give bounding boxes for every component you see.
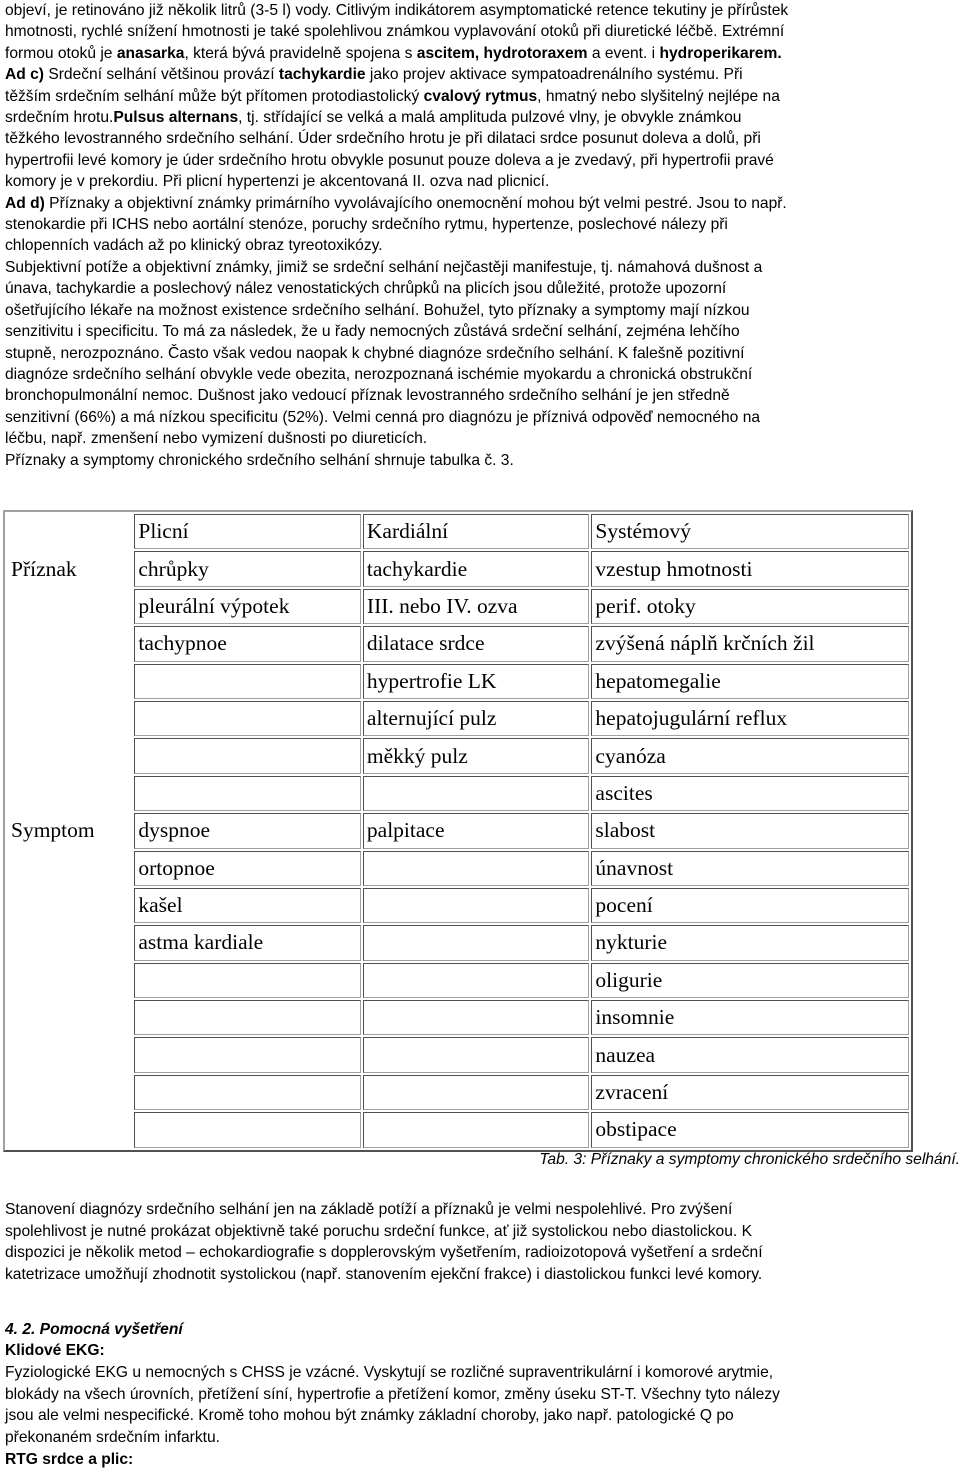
table-cell	[7, 514, 132, 549]
table-cell	[363, 1075, 590, 1110]
intro-line	[5, 171, 955, 192]
intro-line	[5, 364, 955, 385]
text-run: komory je v prekordiu. Při plicní hypertenzi je akcentovaná II. ozva nad plicnicí.	[5, 173, 550, 191]
text-run: stenokardie při ICHS nebo aortální stenóze, poruchy srdečního rytmu, hypertenze, poslechové nálezy při	[5, 216, 728, 234]
table-cell: oligurie	[591, 963, 909, 998]
table-cell: vzestup hmotnosti	[591, 551, 909, 586]
text-run: stupně, nerozpoznáno. Často však vedou naopak k chybné diagnóze srdečního selhání. K falešně pozitivní	[5, 344, 745, 362]
intro-line	[5, 300, 955, 321]
table-cell: obstipace	[591, 1112, 909, 1147]
intro-line	[5, 321, 955, 342]
text-run: léčbu, např. zmenšení nebo vymizení dušnosti po diureticích.	[5, 430, 428, 448]
text-run: objeví, je retinováno již několik litrů (3-5 l) vody. Citlivým indikátorem asymptomatické retence tekutiny je přírůstek	[5, 2, 789, 19]
text-run: těžším srdečním selhání může být přítomen protodiastolický	[5, 87, 424, 105]
table-cell: Symptom	[11, 818, 95, 843]
table-row	[7, 1075, 909, 1110]
symptoms-table	[3, 510, 913, 1152]
intro-line	[5, 107, 955, 128]
table-cell	[7, 1000, 132, 1035]
table-cell: hepatomegalie	[591, 664, 909, 699]
table-cell	[363, 851, 590, 886]
table-cell	[134, 1000, 361, 1035]
table-row	[7, 1000, 909, 1035]
table-caption: Tab. 3: Příznaky a symptomy chronického srdečního selhání.	[539, 1151, 960, 1168]
table-cell: pocení	[591, 888, 909, 923]
table-row	[7, 589, 909, 624]
intro-line	[5, 43, 955, 64]
diagnosis-line: Stanovení diagnózy srdečního selhání jen na základě potíží a příznaků je velmi nespolehlivé. Pro zvýšení	[5, 1201, 733, 1218]
intro-line	[5, 64, 955, 85]
table-cell	[134, 1037, 361, 1072]
text-run: únava, tachykardie a poslechový nález venostatických chrůpků na plicích jsou důležité, protože upozorní	[5, 280, 727, 298]
ekg-line: jsou ale velmi nespecifické. Kromě toho mohou být známky základní choroby, jako např. patologické Q po	[5, 1407, 734, 1425]
text-run: senzitivitu i specificitu. To má za následek, že u řady nemocných zůstává srdeční selhání, zejména lehčího	[5, 323, 740, 341]
table-cell: měkký pulz	[363, 738, 590, 773]
ekg-heading: Klidové EKG:	[5, 1342, 105, 1359]
table-cell	[363, 1037, 590, 1072]
table-cell	[363, 925, 590, 960]
table-cell	[363, 1000, 590, 1035]
table-cell: pleurální výpotek	[134, 589, 361, 624]
intro-line	[5, 86, 955, 107]
intro-line	[5, 385, 955, 406]
table-cell: nauzea	[591, 1037, 909, 1072]
diagnosis-paragraph	[5, 1199, 955, 1285]
table-cell	[363, 776, 590, 811]
table-cell	[363, 963, 590, 998]
bold-term: Ad c)	[5, 66, 44, 84]
table-cell	[7, 589, 132, 624]
text-run: těžkého levostranného srdečního selhání. Úder srdečního hrotu je při dilataci srdce posunut doleva a dolů, při	[5, 130, 761, 148]
rtg-heading: RTG srdce a plic:	[5, 1451, 134, 1468]
table-cell	[7, 925, 132, 960]
intro-line	[5, 257, 955, 278]
diagnosis-line: katetrizace umožňují zhodnotit systolickou (např. stanovením ejekční frakce) i diastolickou funkci levé komory.	[5, 1265, 763, 1283]
table-cell: perif. otoky	[591, 589, 909, 624]
table-cell	[363, 1112, 590, 1147]
bold-term: Pulsus alternans	[113, 109, 239, 127]
table-cell: alternující pulz	[363, 701, 590, 736]
text-run: chlopenních vadách až po klinický obraz tyreotoxikózy.	[5, 237, 383, 255]
table-cell: dilatace srdce	[363, 626, 590, 661]
table-cell	[134, 738, 361, 773]
table-row	[7, 551, 909, 586]
table-cell	[134, 1075, 361, 1110]
bold-term: tachykardie	[278, 66, 366, 84]
intro-line	[5, 214, 955, 235]
table-cell: Příznak	[11, 556, 77, 581]
table-cell: Systémový	[591, 514, 909, 549]
text-run: , která bývá pravidelně spojena s	[184, 44, 417, 62]
table-cell: dyspnoe	[134, 813, 361, 848]
table-cell	[7, 1075, 132, 1110]
section-heading: 4. 2. Pomocná vyšetření	[5, 1321, 183, 1338]
text-run: hypertrofii levé komory je úder srdečního hrotu obvykle posunut pouze doleva a je zvedavý, při hypertrofii pravé	[5, 151, 774, 169]
table-cell: III. nebo IV. ozva	[363, 589, 590, 624]
table-cell	[134, 701, 361, 736]
intro-line	[5, 450, 955, 471]
bold-term: anasarka	[116, 44, 185, 62]
diagnosis-line: spolehlivost je nutné prokázat objektivně také poruchu srdeční funkce, ať již systolickou nebo diastolickou. K	[5, 1222, 752, 1240]
table-cell: nykturie	[591, 925, 909, 960]
ekg-paragraph	[5, 1362, 955, 1448]
text-run: jako projev aktivace sympatoadrenálního systému. Při	[365, 66, 743, 84]
bold-term: cvalový rytmus	[423, 87, 538, 105]
table-cell: hepatojugulární reflux	[591, 701, 909, 736]
table-row	[7, 626, 909, 661]
table-cell: tachykardie	[363, 551, 590, 586]
table-row	[7, 1112, 909, 1147]
text-run: Příznaky a symptomy chronického srdečního selhání shrnuje tabulka č. 3.	[5, 451, 514, 469]
bold-term: hydroperikarem.	[659, 44, 782, 62]
intro-line	[5, 343, 955, 364]
diagnosis-line: dispozici je několik metod – echokardiografie s dopplerovským vyšetřením, radioizotopová vyšetření a srdeční	[5, 1244, 763, 1262]
table-cell	[7, 626, 132, 661]
ekg-line: překonaném srdečním infarktu.	[5, 1428, 220, 1446]
table-row	[7, 813, 909, 848]
table-row	[7, 851, 909, 886]
table-cell: zvýšená náplň krčních žil	[591, 626, 909, 661]
table-cell	[134, 664, 361, 699]
table-cell: ascites	[591, 776, 909, 811]
text-run: Příznaky a objektivní známky primárního vyvolávajícího onemocnění mohou být velmi pestré. Jsou to např.	[44, 194, 787, 212]
table-cell	[7, 664, 132, 699]
text-run: formou otoků je	[5, 44, 117, 62]
text-run: , hmatný nebo slyšitelný nejlépe na	[537, 87, 780, 105]
intro-line	[5, 407, 955, 428]
bold-term: Ad d)	[5, 194, 45, 212]
table-cell	[7, 1112, 132, 1147]
table-cell: Kardiální	[363, 514, 590, 549]
table-cell: kašel	[134, 888, 361, 923]
table-cell	[134, 963, 361, 998]
table-cell	[7, 851, 132, 886]
text-run: ošetřujícího lékaře na možnost existence srdečního selhání. Bohužel, tyto příznaky a symptomy mají nízkou	[5, 301, 750, 319]
table-cell: slabost	[591, 813, 909, 848]
text-run: senzitivní (66%) a má nízkou specificitu (52%). Velmi cenná pro diagnózu je příznivá odpověď nemocného na	[5, 408, 761, 426]
ekg-line: Fyziologické EKG u nemocných s CHSS je vzácné. Vyskytují se rozličné supraventrikulární i komorové arytmie,	[5, 1364, 774, 1381]
intro-paragraph	[5, 0, 955, 471]
table-cell	[363, 888, 590, 923]
table-cell	[7, 888, 132, 923]
intro-line	[5, 21, 955, 42]
table-cell: Plicní	[134, 514, 361, 549]
table-cell: ortopnoe	[134, 851, 361, 886]
table-cell: insomnie	[591, 1000, 909, 1035]
text-run: Srdeční selhání většinou provází	[43, 66, 279, 84]
text-run: a event. i	[587, 44, 660, 62]
table-row	[7, 738, 909, 773]
text-run: , tj. střídající se velká a malá amplituda pulzové vlny, je obvykle známkou	[238, 109, 742, 127]
intro-line	[5, 278, 955, 299]
table-row	[7, 776, 909, 811]
text-run: srdečním hrotu.	[5, 109, 114, 127]
table-row	[7, 888, 909, 923]
table-header-row	[7, 514, 909, 549]
intro-line	[5, 150, 955, 171]
table-cell: astma kardiale	[134, 925, 361, 960]
text-run: Subjektivní potíže a objektivní známky, jimiž se srdeční selhání nejčastěji manifestuje, tj. námahová dušnost a	[5, 258, 763, 276]
intro-line	[5, 128, 955, 149]
table-cell: únavnost	[591, 851, 909, 886]
table-cell: chrůpky	[134, 551, 361, 586]
table-cell: tachypnoe	[134, 626, 361, 661]
intro-line	[5, 428, 955, 449]
table-cell	[134, 776, 361, 811]
text-run: bronchopulmonální nemoc. Dušnost jako vedoucí příznak levostranného srdečního selhání je jen středně	[5, 387, 730, 405]
table-row	[7, 701, 909, 736]
text-run: hmotnosti, rychlé snížení hmotnosti je také spolehlivou známkou vyplavování otoků při diuretické léčbě. Extrémní	[5, 23, 785, 41]
table-cell: zvracení	[591, 1075, 909, 1110]
intro-line	[5, 235, 955, 256]
table-row	[7, 925, 909, 960]
table-cell: cyanóza	[591, 738, 909, 773]
bold-term: ascitem, hydrotoraxem	[416, 44, 588, 62]
intro-line	[5, 193, 955, 214]
table-cell	[7, 776, 132, 811]
table-cell	[7, 1037, 132, 1072]
intro-line	[5, 0, 955, 21]
table-row	[7, 664, 909, 699]
table-cell	[7, 701, 132, 736]
ekg-line: blokády na všech úrovních, přetížení síní, hypertrofie a přetížení komor, změny úseku ST-T. Všechny tyto nálezy	[5, 1385, 780, 1403]
table-row	[7, 1037, 909, 1072]
table-cell: hypertrofie LK	[363, 664, 590, 699]
table-row	[7, 963, 909, 998]
table-cell	[7, 963, 132, 998]
text-run: diagnóze srdečního selhání obvykle vede obezita, nerozpoznaná ischémie myokardu a chronická obstrukční	[5, 365, 753, 383]
table-cell	[7, 738, 132, 773]
table-cell: palpitace	[363, 813, 590, 848]
table-cell	[134, 1112, 361, 1147]
